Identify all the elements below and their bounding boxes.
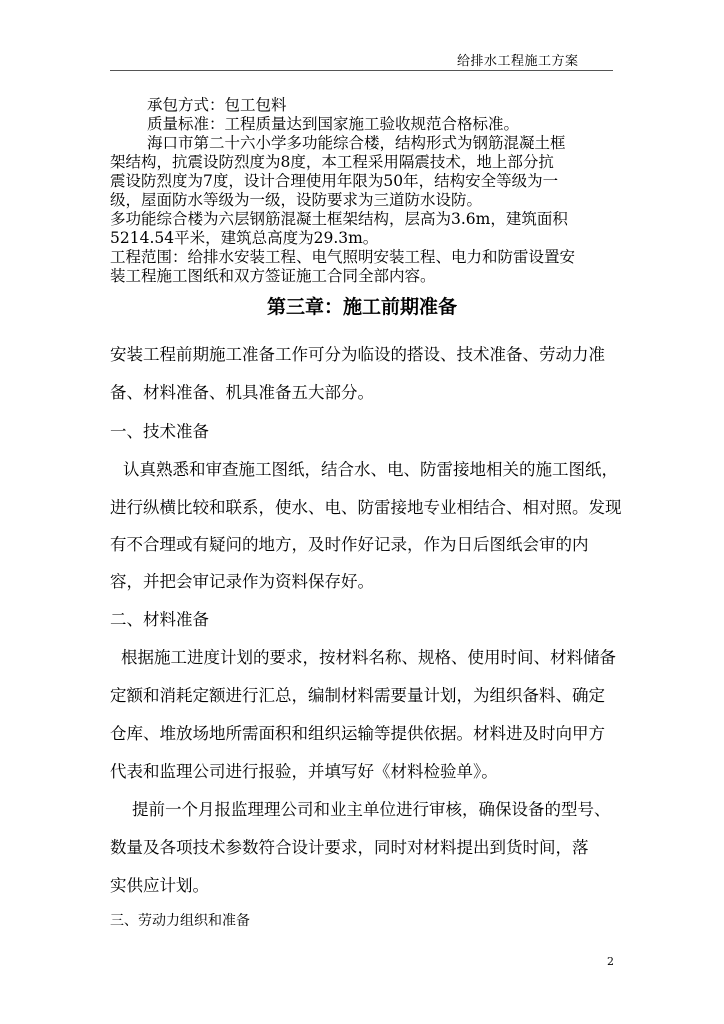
- contract-mode-line: 承包方式：包工包料: [147, 96, 287, 114]
- materials-line: 代表和监理公司进行报验，并填写好《材料检验单》。: [110, 762, 498, 781]
- building-desc-line: 5214.54平米，建筑总高度为29.3m。: [110, 229, 379, 247]
- section-heading-labor: 三、劳动力组织和准备: [110, 913, 250, 929]
- technical-line: 容，并把会审记录作为资料保存好。: [110, 572, 374, 591]
- materials-line: 定额和消耗定额进行汇总，编制材料需要量计划，为组织备料、确定: [110, 686, 605, 705]
- technical-line: 有不合理或有疑问的地方，及时作好记录，作为日后图纸会审的内: [110, 535, 589, 554]
- quality-standard-line: 质量标准：工程质量达到国家施工验收规范合格标准。: [147, 115, 520, 133]
- building-desc-line: 震设防烈度为7度，设计合理使用年限为50年，结构安全等级为一: [110, 172, 559, 190]
- building-desc-line: 多功能综合楼为六层钢筋混凝土框架结构，层高为3.6m，建筑面积: [110, 210, 568, 228]
- chapter-title: 第三章：施工前期准备: [266, 296, 457, 318]
- materials-line: 仓库、堆放场地所需面积和组织运输等提供依据。材料进及时向甲方: [110, 724, 605, 743]
- page-number: 2: [607, 955, 614, 968]
- building-desc-line: 级，屋面防水等级为一级，设防要求为三道防水设防。: [110, 191, 483, 209]
- intro-line: 安装工程前期施工准备工作可分为临设的搭设、技术准备、劳动力准: [110, 345, 605, 364]
- materials-line: 提前一个月报监理理公司和业主单位进行审核，确保设备的型号、: [132, 800, 611, 819]
- materials-line: 根据施工进度计划的要求，按材料名称、规格、使用时间、材料储备: [121, 648, 616, 667]
- materials-line: 实供应计划。: [110, 876, 209, 895]
- scope-line: 工程范围：给排水安装工程、电气照明安装工程、电力和防雷设置安: [110, 248, 576, 266]
- scope-line: 装工程施工图纸和双方签证施工合同全部内容。: [110, 267, 436, 285]
- technical-line: 进行纵横比较和联系，使水、电、防雷接地专业相结合、相对照。发现: [110, 498, 622, 517]
- materials-line: 数量及各项技术参数符合设计要求，同时对材料提出到货时间，落: [110, 838, 589, 857]
- building-desc-line: 海口市第二十六小学多功能综合楼，结构形式为钢筋混凝土框: [147, 134, 566, 152]
- technical-line: 认真熟悉和审查施工图纸，结合水、电、防雷接地相关的施工图纸，: [123, 460, 618, 479]
- building-desc-line: 架结构，抗震设防烈度为8度，本工程采用隔震技术，地上部分抗: [110, 153, 554, 171]
- intro-line: 备、材料准备、机具准备五大部分。: [110, 383, 374, 402]
- section-heading-technical: 一、技术准备: [110, 422, 209, 441]
- section-heading-materials: 二、材料准备: [110, 610, 209, 629]
- header-doc-title: 给排水工程施工方案: [457, 54, 579, 69]
- header-divider: [110, 70, 613, 71]
